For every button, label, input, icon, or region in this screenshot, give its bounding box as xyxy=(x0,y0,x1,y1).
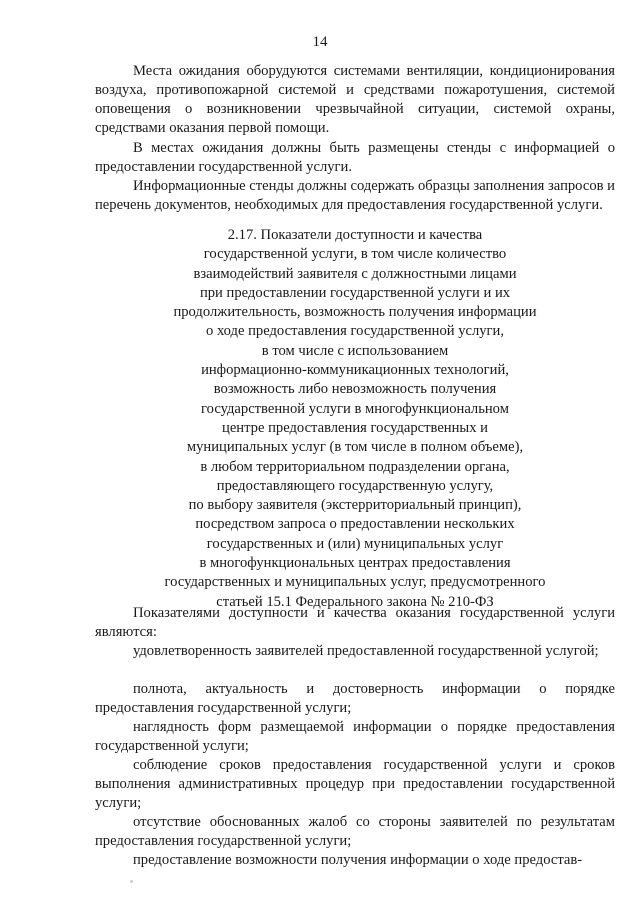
heading-line: в том числе с использованием xyxy=(261,342,449,359)
section-heading xyxy=(120,226,590,612)
heading-line: посредством запроса о предоставлении нескольких xyxy=(195,516,515,533)
paragraph-indicator-deadlines: соблюдение сроков предоставления государственной услуги и сроков выполнения административных процедур при предоставлении государственной услуги; xyxy=(95,757,615,811)
paragraph-waiting-equipment: Места ожидания оборудуются системами вентиляции, кондиционирования воздуха, противопожарной системой и средствами пожаротушения, системой оповещения о возникновении чрезвычайной ситуации, системой охраны, средствами оказания первой помощи. xyxy=(95,63,615,136)
heading-line: государственной услуги, в том числе количество xyxy=(203,246,507,263)
paragraph-indicator-clarity: наглядность форм размещаемой информации о порядке предоставления государственной услуги; xyxy=(95,719,615,754)
heading-line: по выбору заявителя (экстерриториальный принцип), xyxy=(188,497,522,514)
heading-line: государственных и (или) муниципальных услуг xyxy=(206,535,504,552)
paragraph-indicator-satisfaction: удовлетворенность заявителей предоставленной государственной услугой; xyxy=(133,643,599,659)
heading-line: государственных и муниципальных услуг, предусмотренного xyxy=(164,574,546,591)
paragraph-indicators-intro: Показателями доступности и качества оказания государственной услуги являются: xyxy=(95,605,615,640)
heading-line: в многофункциональных центрах предоставления xyxy=(199,555,511,572)
paragraph-stands-content: Информационные стенды должны содержать образцы заполнения запросов и перечень документов, необходимых для предоставления государственной услуги. xyxy=(95,178,615,213)
heading-line: 2.17. Показатели доступности и качества xyxy=(227,227,483,243)
paragraph-stands-placement: В местах ожидания должны быть размещены стенды с информацией о предоставлении государственной услуги. xyxy=(95,140,615,175)
heading-line: предоставляющего государственную услугу, xyxy=(216,477,494,494)
heading-line: центре предоставления государственных и xyxy=(222,419,488,436)
paragraph-indicator-completeness: полнота, актуальность и достоверность информации о порядке предоставления государственной услуги; xyxy=(95,681,615,716)
heading-line: муниципальных услуг (в том числе в полном объеме), xyxy=(186,439,524,456)
heading-line: о ходе предоставления государственной услуги, xyxy=(206,323,504,340)
page-number: 14 xyxy=(312,34,328,50)
heading-line: при предоставлении государственной услуги и их xyxy=(199,284,511,301)
paragraph-indicator-information: предоставление возможности получения информации о ходе предостав- xyxy=(133,852,583,868)
heading-line: в любом территориальном подразделении органа, xyxy=(200,458,510,475)
scan-speck xyxy=(130,880,133,883)
heading-line: информационно-коммуникационных технологий, xyxy=(201,362,509,379)
paragraph-indicator-complaints: отсутствие обоснованных жалоб со стороны заявителей по результатам предоставления государственной услуги; xyxy=(95,814,615,849)
heading-line: взаимодействий заявителя с должностными лицами xyxy=(193,265,517,282)
heading-line: государственной услуги в многофункциональном xyxy=(201,400,509,417)
heading-line: продолжительность, возможность получения информации xyxy=(173,304,537,321)
heading-line: возможность либо невозможность получения xyxy=(213,381,497,398)
heading-line: статьей 15.1 Федерального закона № 210-ФЗ xyxy=(216,593,494,610)
